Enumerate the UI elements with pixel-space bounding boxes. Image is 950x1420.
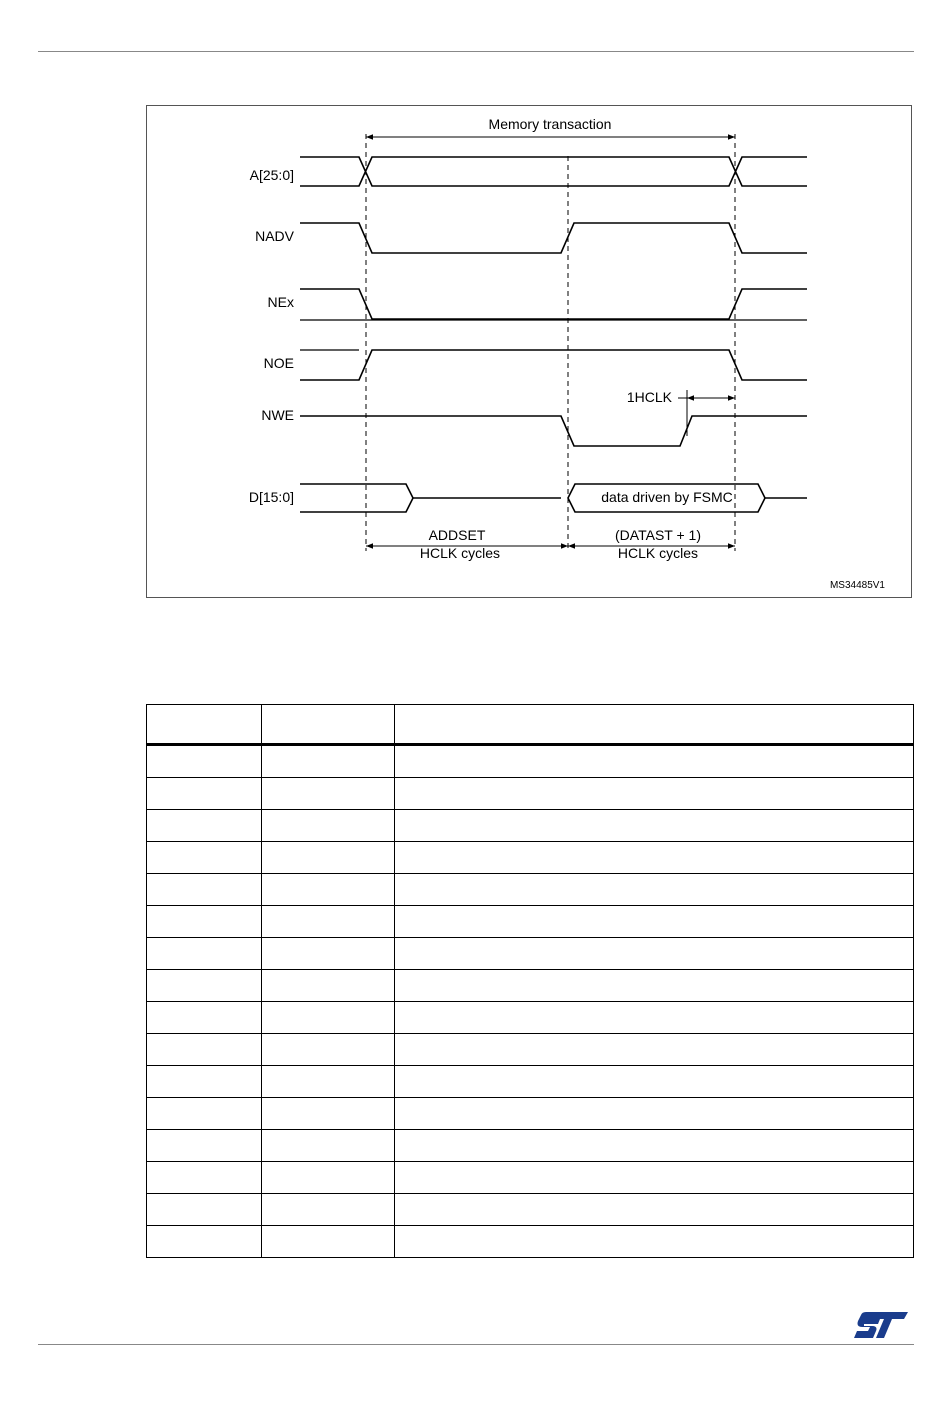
table-cell: [262, 1034, 395, 1066]
table-cell: [395, 842, 914, 874]
table-cell: [395, 745, 914, 778]
table-row: [147, 874, 914, 906]
table-row: [147, 1002, 914, 1034]
table-cell: [147, 778, 262, 810]
table-cell: [147, 938, 262, 970]
table-cell: [147, 906, 262, 938]
table-cell: [395, 1002, 914, 1034]
table-cell: [147, 745, 262, 778]
table-cell: [395, 1162, 914, 1194]
table-cell: [395, 970, 914, 1002]
signal-label-data: D[15:0]: [248, 489, 294, 505]
empty-table: [146, 704, 914, 1258]
table-cell: [262, 842, 395, 874]
table-cell: [262, 810, 395, 842]
waveform-data-bus-start: [300, 484, 413, 512]
table-cell: [262, 745, 395, 778]
addset-label: ADDSET: [428, 527, 486, 543]
waveform-noe: [300, 350, 807, 380]
table-row: [147, 1194, 914, 1226]
table-cell: [147, 1066, 262, 1098]
table-row: [147, 1130, 914, 1162]
table-cell: [262, 1002, 395, 1034]
table-cell: [147, 1162, 262, 1194]
table-header-cell: [395, 705, 914, 745]
table-row: [147, 842, 914, 874]
signal-label-nadv: NADV: [255, 228, 294, 244]
table-row: [147, 938, 914, 970]
table-cell: [147, 1002, 262, 1034]
table-cell: [262, 1098, 395, 1130]
datast-unit-label: HCLK cycles: [617, 545, 699, 561]
table-cell: [147, 842, 262, 874]
table-cell: [262, 778, 395, 810]
table-cell: [395, 810, 914, 842]
table-cell: [262, 1066, 395, 1098]
table-cell: [395, 938, 914, 970]
table-cell: [147, 874, 262, 906]
table-header-row: [147, 705, 914, 745]
table-cell: [395, 1098, 914, 1130]
table-row: [147, 906, 914, 938]
addset-unit-label: HCLK cycles: [419, 545, 501, 561]
table-cell: [147, 1194, 262, 1226]
timing-diagram: [147, 106, 913, 599]
table-cell: [147, 810, 262, 842]
signal-label-address: A[25:0]: [249, 167, 294, 183]
table-cell: [395, 1226, 914, 1258]
table-cell: [147, 1034, 262, 1066]
table-row: [147, 778, 914, 810]
timing-diagram-frame: [146, 105, 912, 598]
top-rule: [38, 51, 914, 52]
table-row: [147, 1066, 914, 1098]
st-logo: [852, 1310, 910, 1340]
table-cell: [147, 1130, 262, 1162]
table-row: [147, 1098, 914, 1130]
waveforms: [300, 157, 807, 512]
table-cell: [262, 1194, 395, 1226]
table-cell: [395, 778, 914, 810]
waveform-nwe: [300, 416, 807, 446]
table-cell: [395, 1130, 914, 1162]
signal-label-nex: NEx: [267, 294, 294, 310]
signal-label-nwe: NWE: [261, 407, 294, 423]
data-driven-label: data driven by FSMC: [601, 489, 733, 505]
table-cell: [262, 1226, 395, 1258]
table-cell: [262, 906, 395, 938]
figure-id: MS34485V1: [829, 580, 885, 591]
table-cell: [262, 970, 395, 1002]
table-row: [147, 1162, 914, 1194]
waveform-nadv: [300, 223, 807, 253]
bottom-rule: [38, 1344, 914, 1345]
table-header-cell: [262, 705, 395, 745]
table-cell: [262, 1130, 395, 1162]
table-cell: [395, 1066, 914, 1098]
table-cell: [395, 874, 914, 906]
table-row: [147, 1034, 914, 1066]
table-cell: [395, 1034, 914, 1066]
table-row: [147, 1226, 914, 1258]
table-cell: [147, 970, 262, 1002]
table-cell: [395, 906, 914, 938]
hclk-label: 1HCLK: [626, 389, 672, 405]
table-cell: [147, 1226, 262, 1258]
table-cell: [395, 1194, 914, 1226]
table-header-cell: [147, 705, 262, 745]
table-row: [147, 810, 914, 842]
table-cell: [262, 938, 395, 970]
table-cell: [262, 1162, 395, 1194]
table-cell: [147, 1098, 262, 1130]
table-row: [147, 970, 914, 1002]
table-row: [147, 745, 914, 778]
datast-label: (DATAST + 1): [615, 527, 701, 543]
table-cell: [262, 874, 395, 906]
signal-label-noe: NOE: [263, 355, 294, 371]
waveform-nex: [300, 289, 807, 319]
memory-transaction-label: Memory transaction: [488, 116, 612, 132]
